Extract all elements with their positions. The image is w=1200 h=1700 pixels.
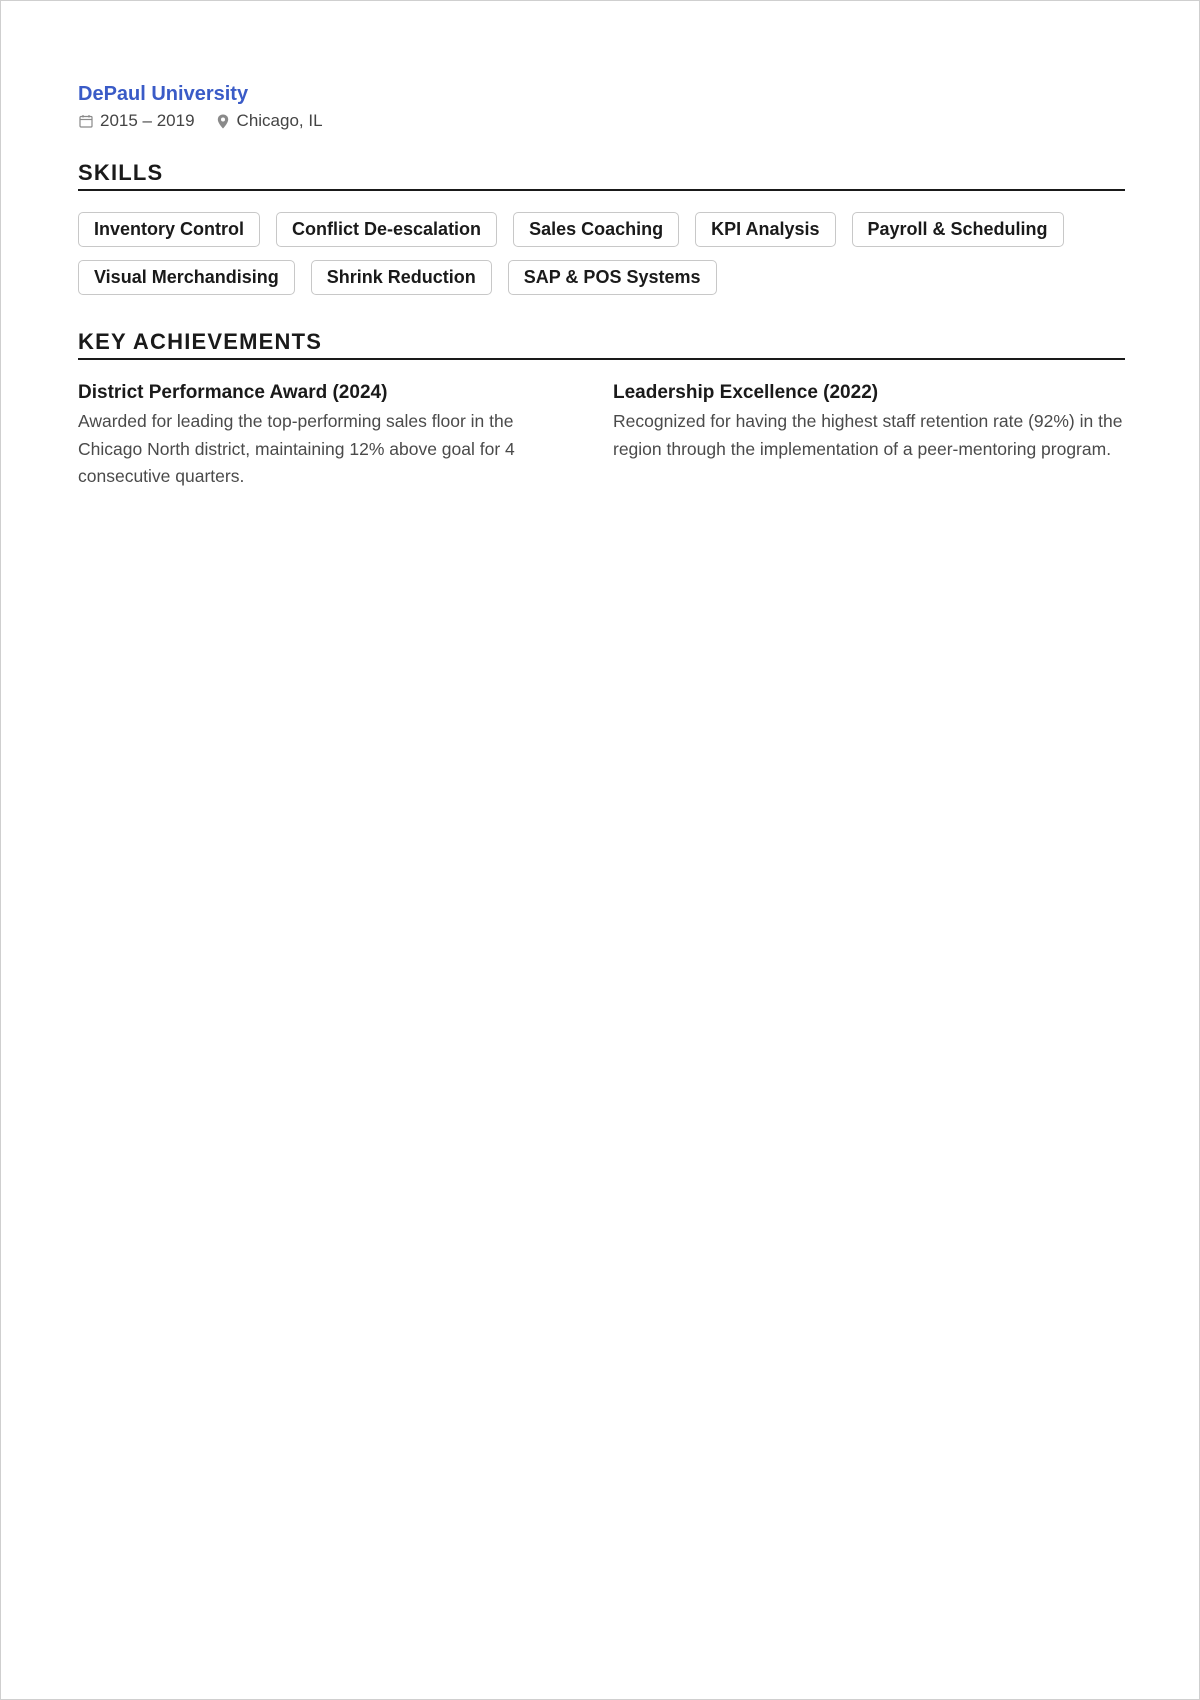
education-location (215, 110, 323, 132)
education-entry (78, 81, 1125, 132)
skill-chip: Inventory Control (78, 212, 260, 247)
skills-section (78, 160, 1125, 308)
achievements-section (78, 329, 1125, 491)
achievement-item (613, 381, 1125, 491)
school-name: DePaul University (78, 83, 249, 105)
achievement-title: Leadership Excellence (2022) (613, 382, 879, 403)
achievements-list (78, 381, 1125, 491)
achievements-heading: KEY ACHIEVEMENTS (78, 329, 1125, 360)
achievement-description: Recognized for having the highest staff retention rate (92%) in the region through the implementation of a peer-mentoring program. (613, 411, 1123, 459)
calendar-icon (78, 113, 94, 129)
achievement-item (78, 381, 548, 491)
skill-chip: Payroll & Scheduling (852, 212, 1064, 247)
achievement-description: Awarded for leading the top-performing sales floor in the Chicago North district, maintaining 12% above goal for 4 consecutive quarters. (78, 411, 515, 486)
skill-chip: Shrink Reduction (311, 260, 492, 295)
education-meta (78, 110, 1125, 132)
achievement-title: District Performance Award (2024) (78, 382, 388, 403)
skill-chip: Sales Coaching (513, 212, 679, 247)
map-pin-icon (215, 113, 231, 129)
skill-chip: Visual Merchandising (78, 260, 295, 295)
education-dates-text: 2015 – 2019 (100, 111, 195, 130)
skill-chip: SAP & POS Systems (508, 260, 717, 295)
education-dates (78, 110, 195, 132)
skill-chip: KPI Analysis (695, 212, 835, 247)
education-location-text: Chicago, IL (236, 111, 323, 130)
skills-heading: SKILLS (78, 160, 1125, 191)
skills-list (78, 212, 1125, 308)
resume-content (78, 81, 1125, 491)
skill-chip: Conflict De-escalation (276, 212, 497, 247)
